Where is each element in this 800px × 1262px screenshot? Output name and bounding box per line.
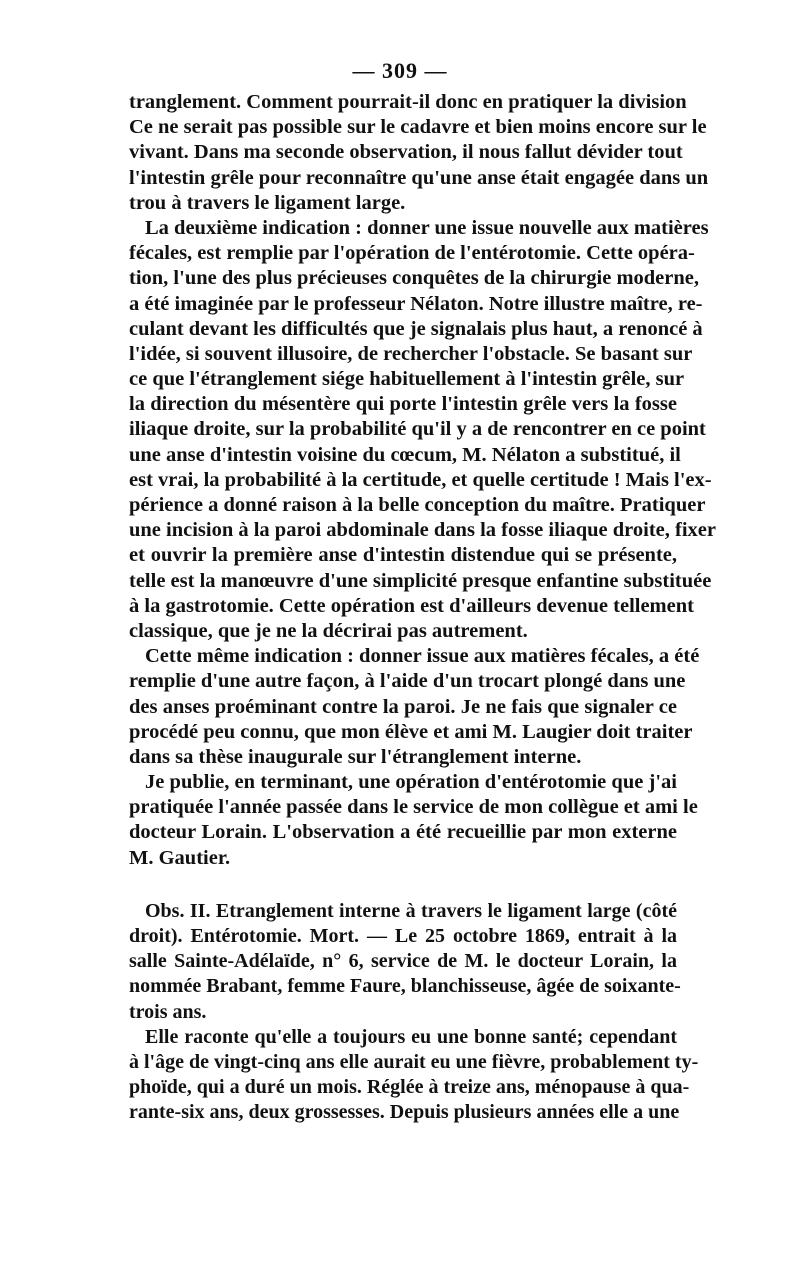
observation-line: à l'âge de vingt-cinq ans elle aurait eu une fièvre, probablement ty- [129,1050,699,1073]
observation-block [129,899,699,1126]
observation-line: nommée Brabant, femme Faure, blanchisseuse, âgée de soixante- [129,975,681,998]
text-line: Cette même indication : donner issue aux matières fécales, a été [145,645,700,668]
text-line: La deuxième indication : donner une issue nouvelle aux matières [145,216,709,239]
observation-line: Elle raconte qu'elle a toujours eu une bonne santé; cependant [145,1025,677,1048]
text-line: tion, l'une des plus précieuses conquêtes de la chirurgie moderne, [129,267,700,290]
text-line: ce que l'étranglement siége habituellement à l'intestin grêle, sur [129,368,685,391]
text-line: à la gastrotomie. Cette opération est d'ailleurs devenue tellement [129,594,694,617]
text-line: culant devant les difficultés que je signalais plus haut, a renoncé à [129,317,703,340]
text-line: procédé peu connu, que mon élève et ami M. Laugier doit traiter [129,720,693,743]
text-line: l'intestin grêle pour reconnaître qu'une anse était engagée dans un [129,166,709,189]
text-line: Je publie, en terminant, une opération d'entérotomie que j'ai [145,771,677,794]
text-line: pratiquée l'année passée dans le service de mon collègue et ami le [129,796,698,819]
text-line: vivant. Dans ma seconde observation, il nous fallut dévider tout [129,141,683,164]
text-line: remplie d'une autre façon, à l'aide d'un trocart plongé dans une [129,670,686,693]
observation-line: rante-six ans, deux grossesses. Depuis plusieurs années elle a une [129,1101,680,1124]
text-line: une anse d'intestin voisine du cœcum, M. Nélaton a substitué, il [129,443,681,466]
text-line: et ouvrir la première anse d'intestin distendue qui se présente, [129,544,677,567]
paragraph-2 [129,216,716,644]
paragraph-1 [129,90,709,216]
observation-line: Obs. II. Etranglement interne à travers le ligament large (côté [145,899,677,922]
text-line: M. Gautier. [129,846,231,869]
text-line: l'idée, si souvent illusoire, de rechercher l'obstacle. Se basant sur [129,342,693,365]
text-line: dans sa thèse inaugurale sur l'étranglement interne. [129,745,582,768]
page-number: — 309 — [352,58,448,83]
text-line: classique, que je ne la décrirai pas autrement. [129,619,528,642]
observation-line: droit). Entérotomie. Mort. — Le 25 octobre 1869, entrait à la [129,925,677,947]
observation-line: phoïde, qui a duré un mois. Réglée à treize ans, ménopause à qua- [129,1076,690,1099]
text-line: périence a donné raison à la belle conception du maître. Pratiquer [129,494,706,516]
text-line: a été imaginée par le professeur Nélaton. Notre illustre maître, re- [129,292,703,315]
paragraph-3 [129,644,700,770]
text-line: fécales, est remplie par l'opération de l'entérotomie. Cette opéra- [129,242,695,265]
text-line: tranglement. Comment pourrait-il donc en pratiquer la division [129,91,687,113]
text-line: la direction du mésentère qui porte l'intestin grêle vers la fosse [129,393,677,416]
page-body [129,90,716,1126]
text-line: trou à travers le ligament large. [129,191,406,214]
text-line: une incision à la paroi abdominale dans la fosse iliaque droite, fixer [129,519,716,542]
text-line: docteur Lorain. L'observation a été recueillie par mon externe [129,821,677,844]
text-line: Ce ne serait pas possible sur le cadavre et bien moins encore sur le [129,116,707,139]
paragraph-4 [129,770,698,871]
text-line: des anses proéminant contre la paroi. Je ne fais que signaler ce [129,695,677,718]
text-line: est vrai, la probabilité à la certitude, et quelle certitude ! Mais l'ex- [129,468,712,491]
text-line: telle est la manœuvre d'une simplicité presque enfantine substituée [129,569,712,592]
observation-line: salle Sainte-Adélaïde, n° 6, service de M. le docteur Lorain, la [129,950,677,973]
text-line: iliaque droite, sur la probabilité qu'il y a de rencontrer en ce point [129,418,706,441]
observation-line: trois ans. [129,1000,207,1023]
